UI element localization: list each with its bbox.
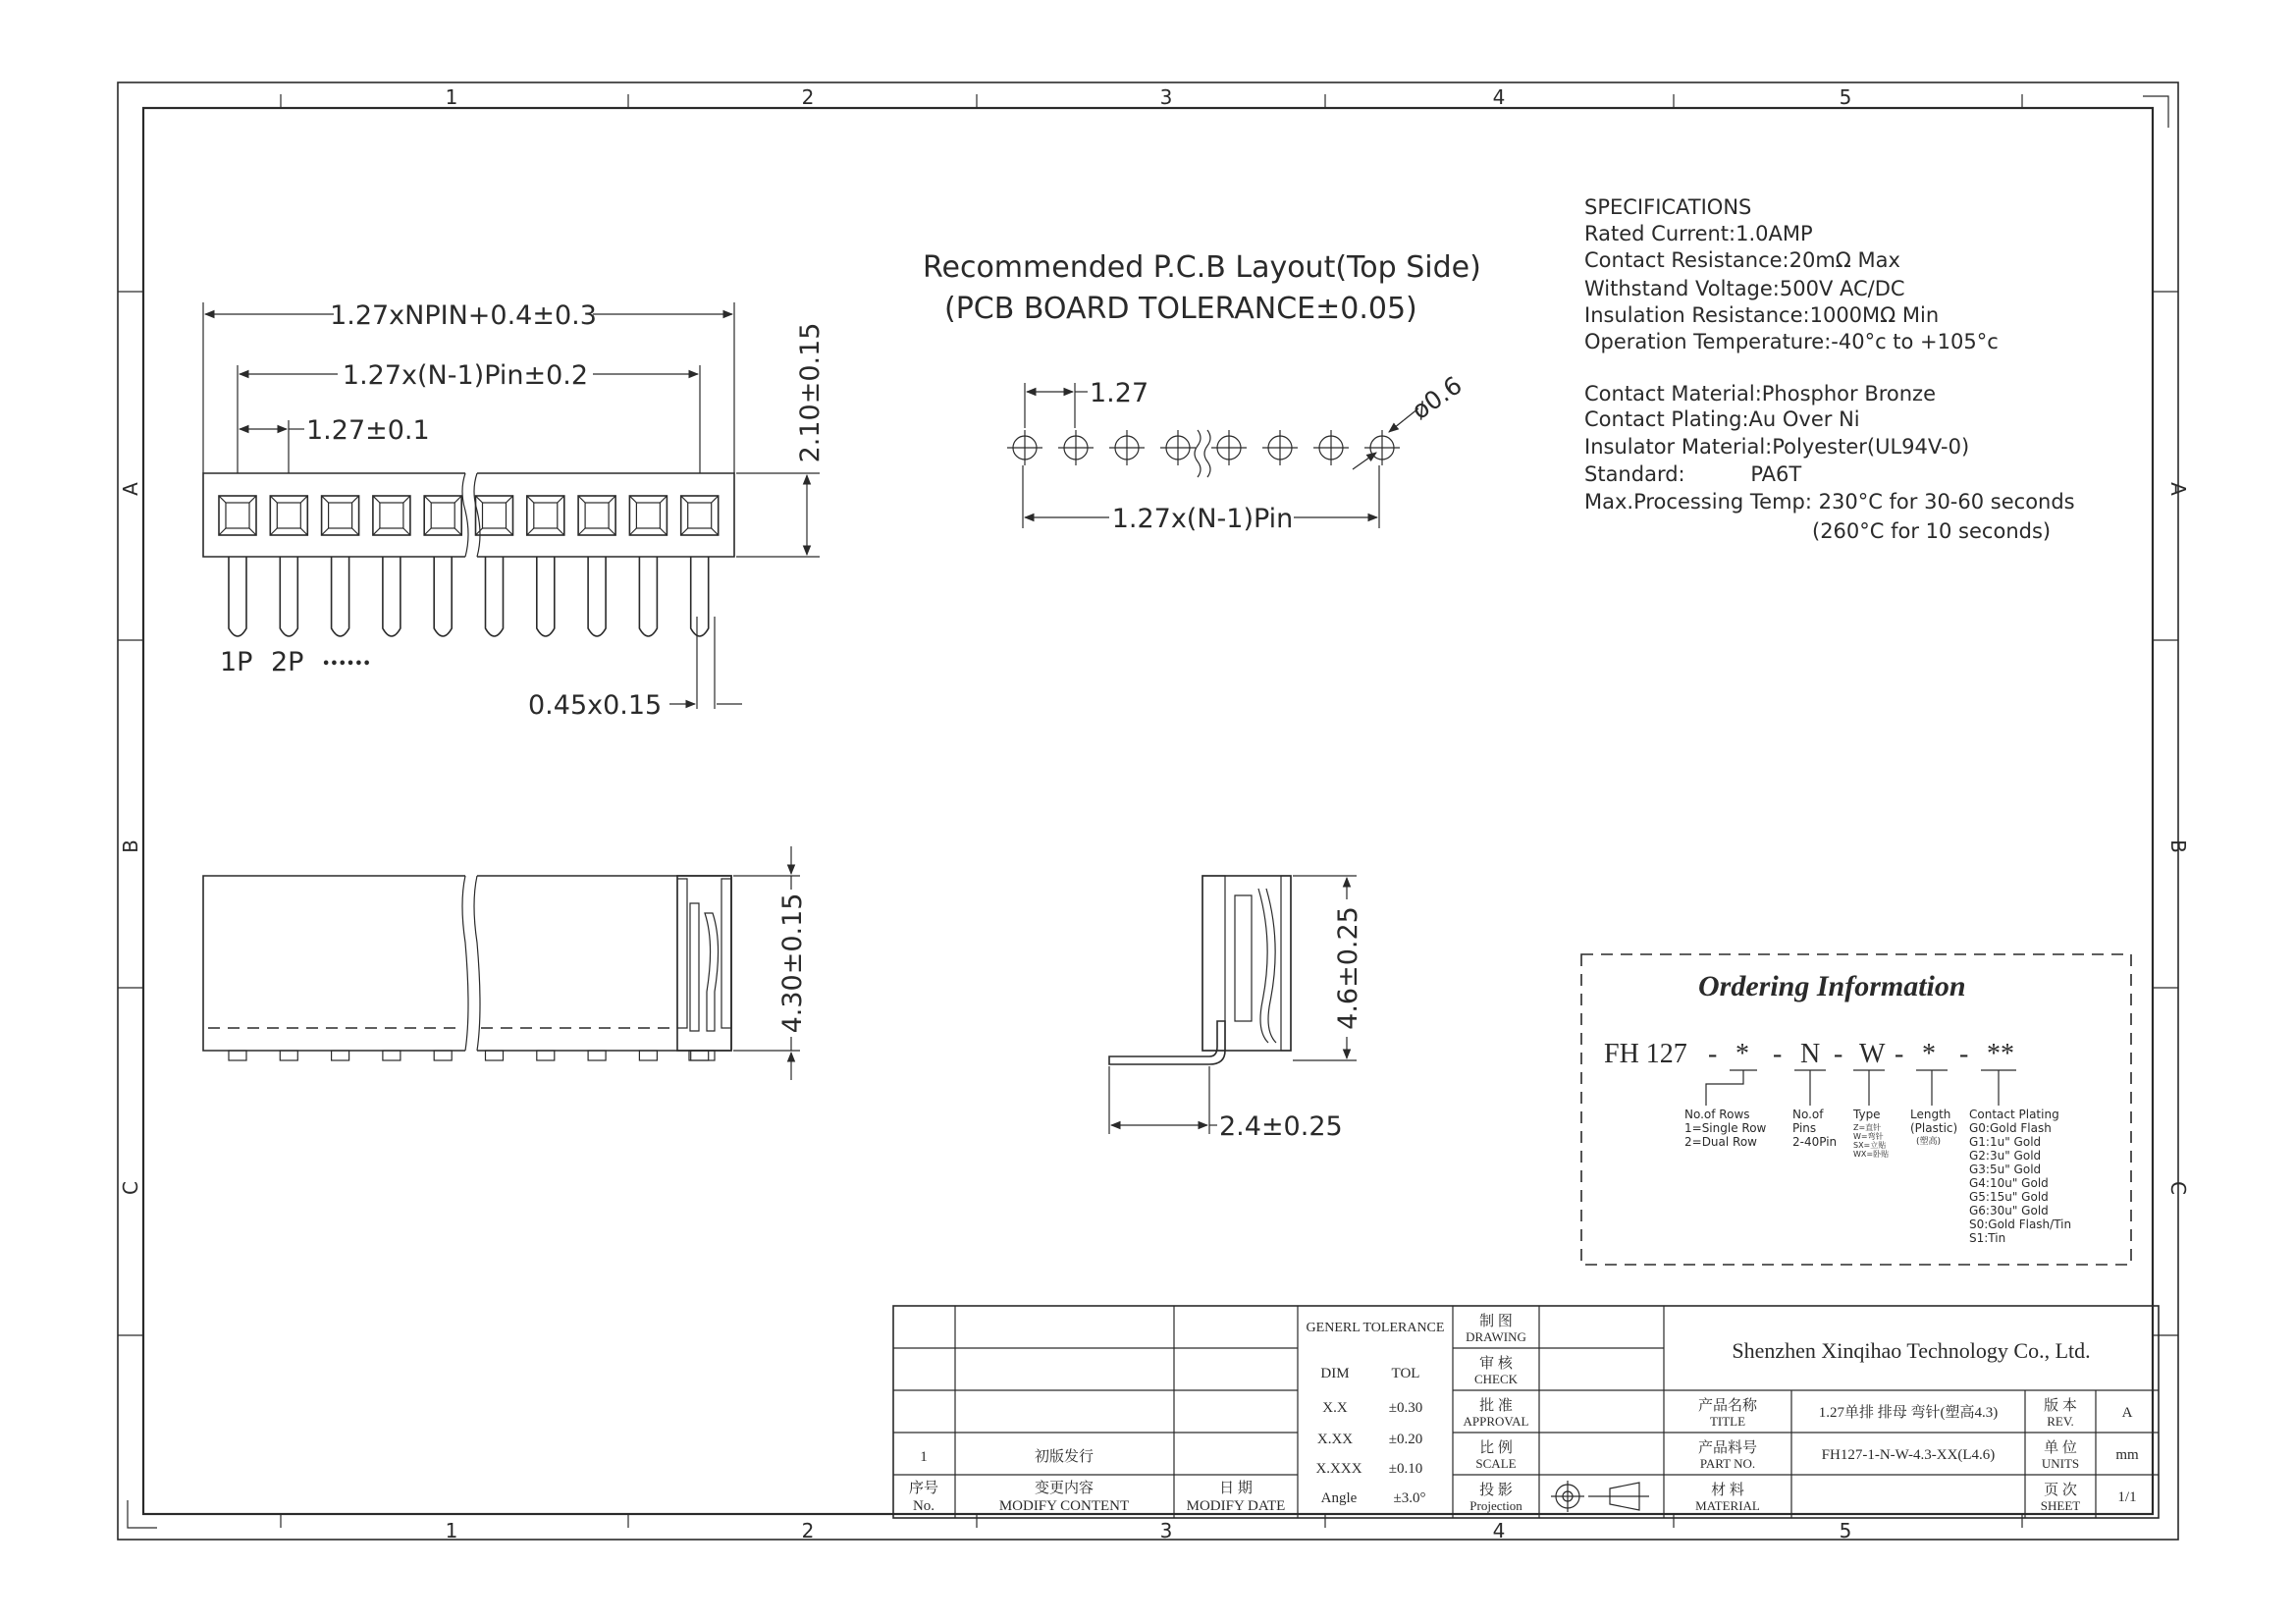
pcb-hole bbox=[1007, 430, 1042, 465]
length-option: (Plastic) bbox=[1910, 1121, 1958, 1135]
pins-option: 2-40Pin bbox=[1792, 1135, 1838, 1149]
pcb-holes bbox=[1007, 430, 1400, 465]
plating-option: S1:Tin bbox=[1969, 1231, 2006, 1245]
ordering-title: Ordering Information bbox=[1698, 970, 1966, 1002]
rows-option: 2=Dual Row bbox=[1684, 1135, 1757, 1149]
pcb-hole bbox=[1211, 430, 1247, 465]
side-foot bbox=[332, 1051, 349, 1060]
type-option: Type bbox=[1853, 1108, 1881, 1121]
pin-cell bbox=[527, 496, 564, 535]
code-separator: - bbox=[1959, 1039, 1969, 1069]
spec-line: Withstand Voltage:500V AC/DC bbox=[1584, 277, 1905, 300]
end-height-dimension: 4.6±0.25 bbox=[1333, 906, 1363, 1030]
revision-content: 初版发行 bbox=[1034, 1449, 1095, 1465]
pcb-layout-view bbox=[923, 250, 1481, 534]
pitch-total-dimension: 1.27x(N-1)Pin±0.2 bbox=[342, 360, 589, 391]
plating-option: G1:1u" Gold bbox=[1969, 1135, 2042, 1149]
rows-option: No.of Rows bbox=[1684, 1108, 1750, 1121]
side-height-dimension: 4.30±0.15 bbox=[777, 893, 808, 1034]
pcb-hole bbox=[1364, 430, 1400, 465]
pitch-dimension: 1.27±0.1 bbox=[306, 415, 430, 446]
projection-label: 投 影 bbox=[1479, 1483, 1513, 1498]
end-view-dimensions bbox=[1109, 876, 1363, 1142]
code-separator: - bbox=[1834, 1039, 1843, 1069]
column-label: 1 bbox=[445, 85, 458, 109]
type-option: Z=直针 bbox=[1853, 1123, 1882, 1132]
revision-value: A bbox=[2121, 1405, 2133, 1421]
side-foot bbox=[486, 1051, 504, 1060]
pcb-tolerance-note: (PCB BOARD TOLERANCE±0.05) bbox=[944, 292, 1417, 326]
row-label: A bbox=[2166, 482, 2190, 496]
spec-line: Insulator Material:Polyester(UL94V-0) bbox=[1584, 435, 1970, 459]
header-dimensions bbox=[203, 300, 826, 721]
pin-cell bbox=[322, 496, 359, 535]
column-label: 1 bbox=[445, 1519, 458, 1542]
part-number-label: 产品料号 bbox=[1697, 1440, 1758, 1456]
plating-option: G5:15u" Gold bbox=[1969, 1190, 2049, 1204]
side-foot bbox=[229, 1051, 246, 1060]
revision-number: 1 bbox=[920, 1449, 928, 1465]
row-label: A bbox=[119, 482, 142, 496]
pin-1-label: 1P bbox=[220, 647, 253, 677]
pin-leg bbox=[537, 557, 555, 636]
pin-leg bbox=[280, 557, 297, 636]
pins-option: Pins bbox=[1792, 1121, 1817, 1135]
title-block bbox=[893, 1306, 2159, 1518]
col-content-header: 变更内容 bbox=[1034, 1481, 1095, 1496]
pin-legs bbox=[229, 557, 709, 636]
pin-size-dimension: 0.45x0.15 bbox=[528, 690, 663, 721]
tolerance-value: ±3.0° bbox=[1393, 1490, 1426, 1506]
pin-leg bbox=[486, 557, 504, 636]
column-label: 4 bbox=[1492, 1519, 1506, 1542]
projection-label: Projection bbox=[1469, 1498, 1522, 1513]
side-foot bbox=[383, 1051, 400, 1060]
code-rows: * bbox=[1735, 1039, 1749, 1069]
col-no-header: 序号 bbox=[908, 1481, 939, 1496]
row-label: C bbox=[119, 1181, 142, 1195]
units-value: mm bbox=[2115, 1447, 2139, 1463]
pin-cell bbox=[681, 496, 719, 535]
col-no-header: No. bbox=[912, 1498, 935, 1514]
approval-label: APPROVAL bbox=[1463, 1414, 1529, 1429]
material-label: 材 料 bbox=[1711, 1483, 1744, 1498]
check-label: 审 核 bbox=[1479, 1356, 1513, 1372]
pin-leg bbox=[332, 557, 349, 636]
pin-leg bbox=[639, 557, 657, 636]
plating-option: G3:5u" Gold bbox=[1969, 1163, 2042, 1176]
title-label: 产品名称 bbox=[1697, 1398, 1758, 1414]
plating-option: Contact Plating bbox=[1969, 1108, 2059, 1121]
row-labels bbox=[119, 482, 2190, 1195]
code-length: * bbox=[1922, 1039, 1936, 1069]
product-title: 1.27单排 排母 弯针(塑高4.3) bbox=[1818, 1405, 1999, 1421]
pin-cell bbox=[424, 496, 461, 535]
tolerance-title: GENERL TOLERANCE bbox=[1306, 1321, 1445, 1335]
revision-label: 版 本 bbox=[2044, 1398, 2077, 1414]
pcb-hole bbox=[1160, 430, 1196, 465]
drawing-label: DRAWING bbox=[1466, 1329, 1526, 1344]
specifications bbox=[1584, 195, 2075, 543]
column-label: 4 bbox=[1492, 85, 1506, 109]
code-plating: ** bbox=[1987, 1039, 2014, 1069]
side-foot bbox=[639, 1051, 657, 1060]
side-foot bbox=[537, 1051, 555, 1060]
code-type: W bbox=[1859, 1039, 1886, 1069]
side-view-dimensions bbox=[733, 846, 808, 1080]
pcb-layout-title: Recommended P.C.B Layout(Top Side) bbox=[923, 250, 1481, 285]
column-label: 5 bbox=[1839, 85, 1852, 109]
height-dimension: 2.10±0.15 bbox=[795, 322, 826, 463]
type-option: W=弯针 bbox=[1853, 1132, 1884, 1141]
rows-option: 1=Single Row bbox=[1684, 1121, 1767, 1135]
code-pins: N bbox=[1800, 1039, 1821, 1069]
ordering-information bbox=[1581, 954, 2131, 1265]
column-label: 2 bbox=[801, 1519, 815, 1542]
pcb-hole bbox=[1058, 430, 1094, 465]
pin-cell bbox=[476, 496, 513, 535]
hole-diameter-dimension: ø0.6 bbox=[1406, 370, 1468, 425]
plating-option: G4:10u" Gold bbox=[1969, 1176, 2049, 1190]
header-side-view bbox=[203, 876, 731, 1060]
code-prefix: FH 127 bbox=[1604, 1039, 1687, 1069]
length-option: (塑高) bbox=[1916, 1137, 1942, 1147]
type-option: WX=卧贴 bbox=[1853, 1150, 1890, 1159]
tail-length-dimension: 2.4±0.25 bbox=[1219, 1111, 1343, 1142]
column-label: 5 bbox=[1839, 1519, 1852, 1542]
row-label: C bbox=[2166, 1181, 2190, 1195]
revision-label: REV. bbox=[2047, 1414, 2074, 1429]
row-label: B bbox=[119, 839, 142, 853]
pcb-pitch-dimension: 1.27 bbox=[1090, 378, 1149, 408]
tolerance-tol-header: TOL bbox=[1391, 1366, 1420, 1381]
code-separator: - bbox=[1895, 1039, 1904, 1069]
tolerance-dim: X.XXX bbox=[1315, 1461, 1362, 1477]
pcb-span-dimension: 1.27x(N-1)Pin bbox=[1111, 504, 1294, 534]
tolerance-dim: X.X bbox=[1322, 1400, 1348, 1416]
pins-option: No.of bbox=[1792, 1108, 1824, 1121]
pin-cell bbox=[578, 496, 615, 535]
projection-symbol-icon bbox=[1551, 1481, 1649, 1512]
plating-option: S0:Gold Flash/Tin bbox=[1969, 1217, 2072, 1231]
spec-line: Contact Resistance:20mΩ Max bbox=[1584, 248, 1900, 272]
sheet-label: 页 次 bbox=[2044, 1483, 2077, 1498]
side-foot bbox=[588, 1051, 606, 1060]
spec-line: Contact Material:Phosphor Bronze bbox=[1584, 382, 1937, 406]
scale-label: 比 例 bbox=[1479, 1440, 1513, 1456]
units-label: UNITS bbox=[2041, 1456, 2080, 1471]
spec-line: Contact Plating:Au Over Ni bbox=[1584, 407, 1860, 431]
company-name: Shenzhen Xinqihao Technology Co., Ltd. bbox=[1732, 1338, 2091, 1363]
more-pins-marker: •••••• bbox=[322, 657, 371, 672]
material-label: MATERIAL bbox=[1695, 1498, 1760, 1513]
check-label: CHECK bbox=[1473, 1372, 1519, 1386]
row-label: B bbox=[2166, 839, 2190, 853]
tolerance-dim: Angle bbox=[1320, 1490, 1358, 1506]
spec-line: Max.Processing Temp: 230°C for 30-60 seconds bbox=[1584, 490, 2075, 514]
plating-option: G0:Gold Flash bbox=[1969, 1121, 2052, 1135]
code-separator: - bbox=[1773, 1039, 1783, 1069]
units-label: 单 位 bbox=[2044, 1440, 2077, 1456]
spec-line: Operation Temperature:-40°c to +105°c bbox=[1584, 330, 1999, 353]
plating-option: G6:30u" Gold bbox=[1969, 1204, 2049, 1217]
pcb-hole bbox=[1109, 430, 1145, 465]
sheet-label: SHEET bbox=[2040, 1498, 2081, 1513]
side-foot bbox=[691, 1051, 709, 1060]
pin-cell bbox=[373, 496, 410, 535]
tolerance-value: ±0.30 bbox=[1388, 1400, 1423, 1416]
specifications-heading: SPECIFICATIONS bbox=[1584, 195, 1752, 219]
drawing-label: 制 图 bbox=[1479, 1314, 1513, 1329]
code-separator: - bbox=[1708, 1039, 1718, 1069]
length-option: Length bbox=[1910, 1108, 1951, 1121]
pin-leg bbox=[229, 557, 246, 636]
spec-line: Insulation Resistance:1000MΩ Min bbox=[1584, 303, 1940, 327]
spec-line: Standard: PA6T bbox=[1584, 462, 1802, 486]
column-label: 3 bbox=[1159, 1519, 1173, 1542]
side-foot bbox=[434, 1051, 452, 1060]
col-date-header: 日 期 bbox=[1219, 1481, 1253, 1496]
pin-leg bbox=[383, 557, 400, 636]
tolerance-value: ±0.10 bbox=[1388, 1461, 1423, 1477]
header-front-view bbox=[203, 473, 734, 636]
pin-leg bbox=[691, 557, 709, 636]
part-number-value: FH127-1-N-W-4.3-XX(L4.6) bbox=[1821, 1447, 1996, 1463]
scale-label: SCALE bbox=[1475, 1456, 1517, 1471]
spec-line: (260°C for 10 seconds) bbox=[1812, 519, 2052, 543]
tolerance-dim-header: DIM bbox=[1320, 1366, 1350, 1381]
title-label: TITLE bbox=[1709, 1414, 1746, 1429]
column-label: 3 bbox=[1159, 85, 1173, 109]
pin-2-label: 2P bbox=[271, 647, 304, 677]
pin-cell bbox=[629, 496, 667, 535]
plating-option: G2:3u" Gold bbox=[1969, 1149, 2042, 1163]
col-date-header: MODIFY DATE bbox=[1186, 1498, 1286, 1514]
sheet-value: 1/1 bbox=[2117, 1489, 2137, 1505]
side-feet bbox=[229, 1051, 709, 1060]
pin-cell bbox=[219, 496, 256, 535]
pin-leg bbox=[434, 557, 452, 636]
part-number-label: PART NO. bbox=[1699, 1456, 1756, 1471]
pin-cell bbox=[270, 496, 307, 535]
overall-length-dimension: 1.27xNPIN+0.4±0.3 bbox=[330, 300, 597, 331]
pin-leg bbox=[588, 557, 606, 636]
col-content-header: MODIFY CONTENT bbox=[998, 1498, 1130, 1514]
tolerance-dim: X.XX bbox=[1316, 1432, 1354, 1447]
header-end-view bbox=[1109, 876, 1291, 1064]
tolerance-value: ±0.20 bbox=[1388, 1432, 1423, 1447]
side-foot bbox=[280, 1051, 297, 1060]
spec-line: Rated Current:1.0AMP bbox=[1584, 222, 1813, 245]
approval-label: 批 准 bbox=[1479, 1398, 1513, 1414]
pcb-hole bbox=[1313, 430, 1349, 465]
type-option: SX=立贴 bbox=[1853, 1141, 1887, 1150]
pcb-hole bbox=[1262, 430, 1298, 465]
column-label: 2 bbox=[801, 85, 815, 109]
